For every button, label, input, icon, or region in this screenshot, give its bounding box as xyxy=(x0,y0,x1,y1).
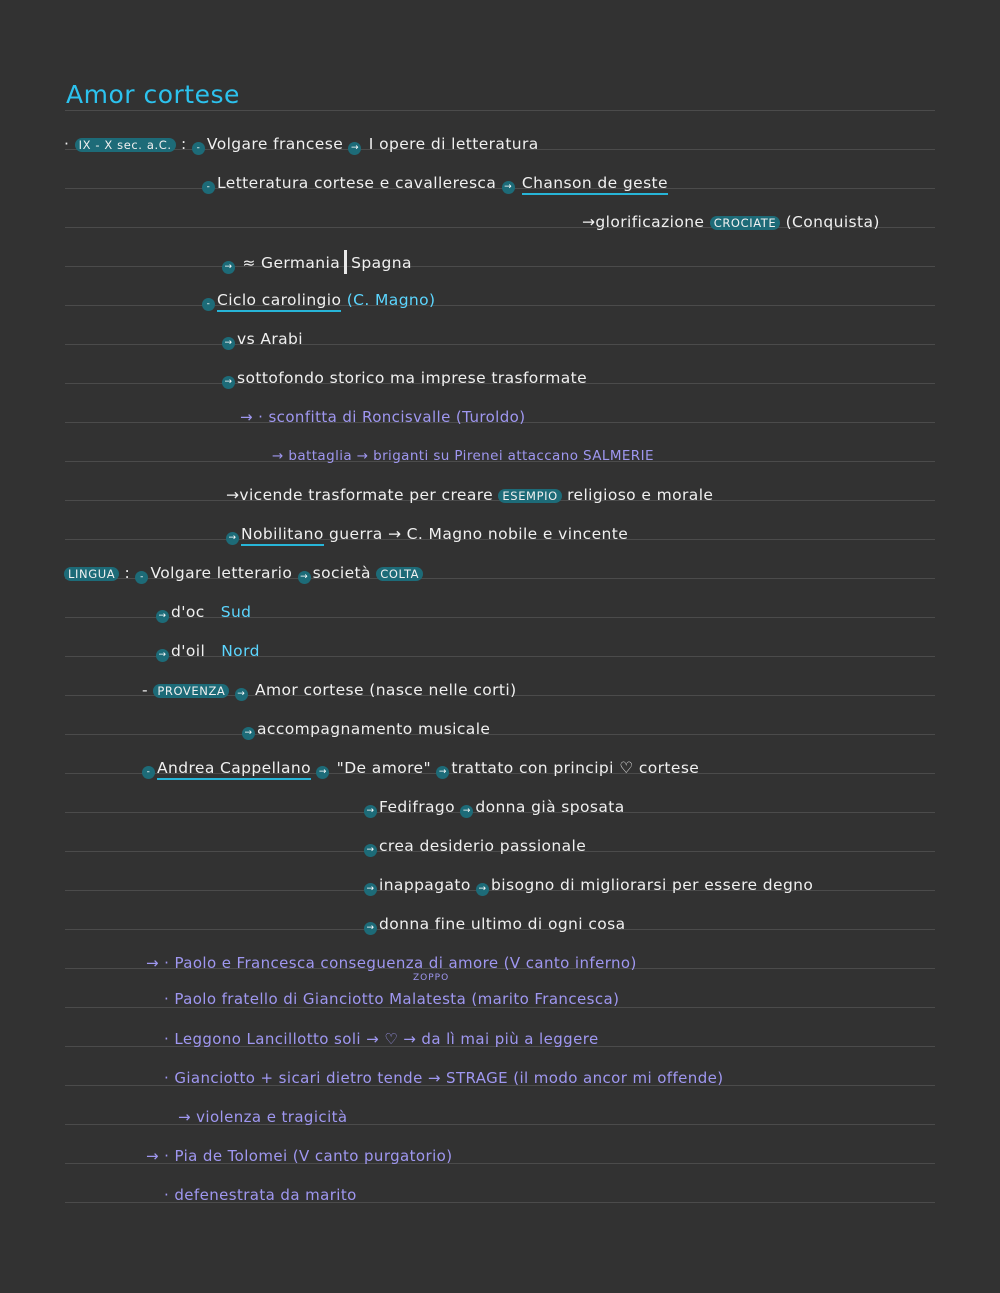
arrow-icon: → xyxy=(222,337,235,350)
underlined-text: Andrea Cappellano xyxy=(157,759,311,780)
arrow-icon: → xyxy=(436,766,449,779)
note-line-25 xyxy=(164,1067,724,1089)
note-text: vs Arabi xyxy=(237,330,303,348)
note-text: · Paolo fratello di Gianciotto Malatesta (marito Francesca) xyxy=(164,990,620,1008)
note-text: Amor cortese (nasce nelle corti) xyxy=(255,681,517,699)
note-line-8 xyxy=(240,406,526,428)
arrow-icon: → xyxy=(364,883,377,896)
highlight-dot: - xyxy=(192,142,205,155)
arrow-icon: → xyxy=(502,181,515,194)
note-text: Spagna xyxy=(351,254,412,272)
arrow-icon: → xyxy=(364,805,377,818)
note-line-24 xyxy=(164,1028,599,1050)
note-line-7 xyxy=(222,367,587,389)
ruled-line xyxy=(65,344,935,345)
note-text: glorificazione xyxy=(595,213,705,231)
note-text: → · Pia de Tolomei (V canto purgatorio) xyxy=(146,1147,453,1165)
note-text: donna fine ultimo di ogni cosa xyxy=(379,915,626,933)
note-line-19 xyxy=(364,835,586,857)
note-line-6 xyxy=(222,328,303,350)
note-line-9 xyxy=(272,445,654,467)
note-text: Nord xyxy=(221,642,260,660)
note-line-21 xyxy=(364,913,626,935)
note-line-2 xyxy=(202,172,668,194)
note-line-3 xyxy=(582,211,880,234)
note-line-4 xyxy=(222,250,412,274)
highlight-provenza: PROVENZA xyxy=(153,684,229,698)
highlight-dot: - xyxy=(142,766,155,779)
note-line-20 xyxy=(364,874,813,896)
annotation-zoppo: ZOPPO xyxy=(413,973,450,983)
arrow-icon: → xyxy=(348,142,361,155)
note-text: accompagnamento musicale xyxy=(257,720,491,738)
note-text: (Conquista) xyxy=(785,213,880,231)
note-text: → battaglia → briganti su Pirenei attaccano SALMERIE xyxy=(272,448,654,464)
note-text: trattato con principi ♡ cortese xyxy=(451,759,700,777)
ruled-line xyxy=(65,110,935,111)
arrow-icon: → xyxy=(235,688,248,701)
note-text: religioso e morale xyxy=(567,486,714,504)
arrow-icon: → xyxy=(316,766,329,779)
colon: : xyxy=(180,135,187,153)
note-text: I opere di letteratura xyxy=(368,135,539,153)
note-text: bisogno di migliorarsi per essere degno xyxy=(491,876,814,894)
note-text: sottofondo storico ma imprese trasformate xyxy=(237,369,588,387)
note-text: · Gianciotto + sicari dietro tende → STRAGE (il modo ancor mi offende) xyxy=(164,1069,724,1087)
note-text: → · sconfitta di Roncisvalle (Turoldo) xyxy=(240,408,526,426)
colon: : xyxy=(124,564,131,582)
note-line-11 xyxy=(226,523,628,545)
note-line-15 xyxy=(142,679,517,702)
highlight-dot: - xyxy=(135,571,148,584)
note-line-17 xyxy=(142,757,699,779)
note-line-28 xyxy=(164,1184,357,1206)
note-line-10 xyxy=(226,484,713,507)
arrow-icon: → xyxy=(364,922,377,935)
note-text: → violenza e tragicità xyxy=(178,1108,348,1126)
note-text: → · Paolo e Francesca conseguenza di amore (V canto inferno) xyxy=(146,954,637,972)
note-line-14 xyxy=(156,640,260,662)
note-line-26 xyxy=(178,1106,348,1128)
arrow-icon: → xyxy=(364,844,377,857)
highlight-century: IX - X sec. a.C. xyxy=(75,138,176,152)
note-text: ≈ Germania xyxy=(242,254,341,272)
underlined-text: Ciclo carolingio xyxy=(217,291,341,312)
note-text: Volgare francese xyxy=(206,135,344,153)
arrow-icon: → xyxy=(156,610,169,623)
note-text: società xyxy=(312,564,371,582)
note-line-16 xyxy=(242,718,490,740)
note-text: vicende trasformate per creare xyxy=(239,486,494,504)
note-line-27 xyxy=(146,1145,452,1167)
arrow-icon: → xyxy=(226,486,240,504)
note-text: Letteratura cortese e cavalleresca xyxy=(217,174,497,192)
bullet: - xyxy=(142,681,148,699)
note-text: · defenestrata da marito xyxy=(164,1186,357,1204)
note-text: d'oc xyxy=(171,603,205,621)
highlight-esempio: ESEMPIO xyxy=(498,489,561,503)
arrow-icon: → xyxy=(582,213,596,231)
note-line-5 xyxy=(202,289,436,311)
bullet: · xyxy=(64,135,70,153)
ruled-line xyxy=(65,734,935,735)
underlined-text: Nobilitano xyxy=(241,525,324,546)
divider-bar xyxy=(344,250,347,274)
highlight-crociate: CROCIATE xyxy=(710,216,781,230)
highlight-dot: - xyxy=(202,181,215,194)
note-text: Fedifrago xyxy=(379,798,455,816)
note-line-13 xyxy=(156,601,251,623)
note-line-22 xyxy=(146,952,637,974)
note-text: guerra xyxy=(329,525,383,543)
note-text: Sud xyxy=(220,603,252,621)
underlined-text: Chanson de geste xyxy=(522,174,668,195)
arrow-icon: → xyxy=(298,571,311,584)
note-text: d'oil xyxy=(171,642,206,660)
note-text: · Leggono Lancillotto soli → ♡ → da lì mai più a leggere xyxy=(164,1030,599,1048)
arrow-icon: → xyxy=(460,805,473,818)
note-text: donna già sposata xyxy=(475,798,625,816)
note-text: (C. Magno) xyxy=(346,291,436,309)
highlight-lingua: LINGUA xyxy=(64,567,119,581)
note-text: crea desiderio passionale xyxy=(379,837,587,855)
arrow-icon: → xyxy=(476,883,489,896)
arrow-icon: → xyxy=(226,532,239,545)
arrow-icon: → xyxy=(156,649,169,662)
note-line-18 xyxy=(364,796,625,818)
arrow-icon: → xyxy=(222,376,235,389)
highlight-dot: - xyxy=(202,298,215,311)
highlight-colta: COLTA xyxy=(376,567,423,581)
note-text: Volgare letterario xyxy=(150,564,293,582)
note-line-12 xyxy=(64,562,423,585)
note-text: → C. Magno nobile e vincente xyxy=(387,525,629,543)
note-text: inappagato xyxy=(379,876,471,894)
page-title: Amor cortese xyxy=(66,80,240,109)
ruled-line xyxy=(65,305,935,306)
note-line-23 xyxy=(164,988,619,1010)
ruled-line xyxy=(65,266,935,267)
note-text: "De amore" xyxy=(336,759,431,777)
note-line-1 xyxy=(64,133,539,156)
arrow-icon: → xyxy=(242,727,255,740)
arrow-icon: → xyxy=(222,261,235,274)
